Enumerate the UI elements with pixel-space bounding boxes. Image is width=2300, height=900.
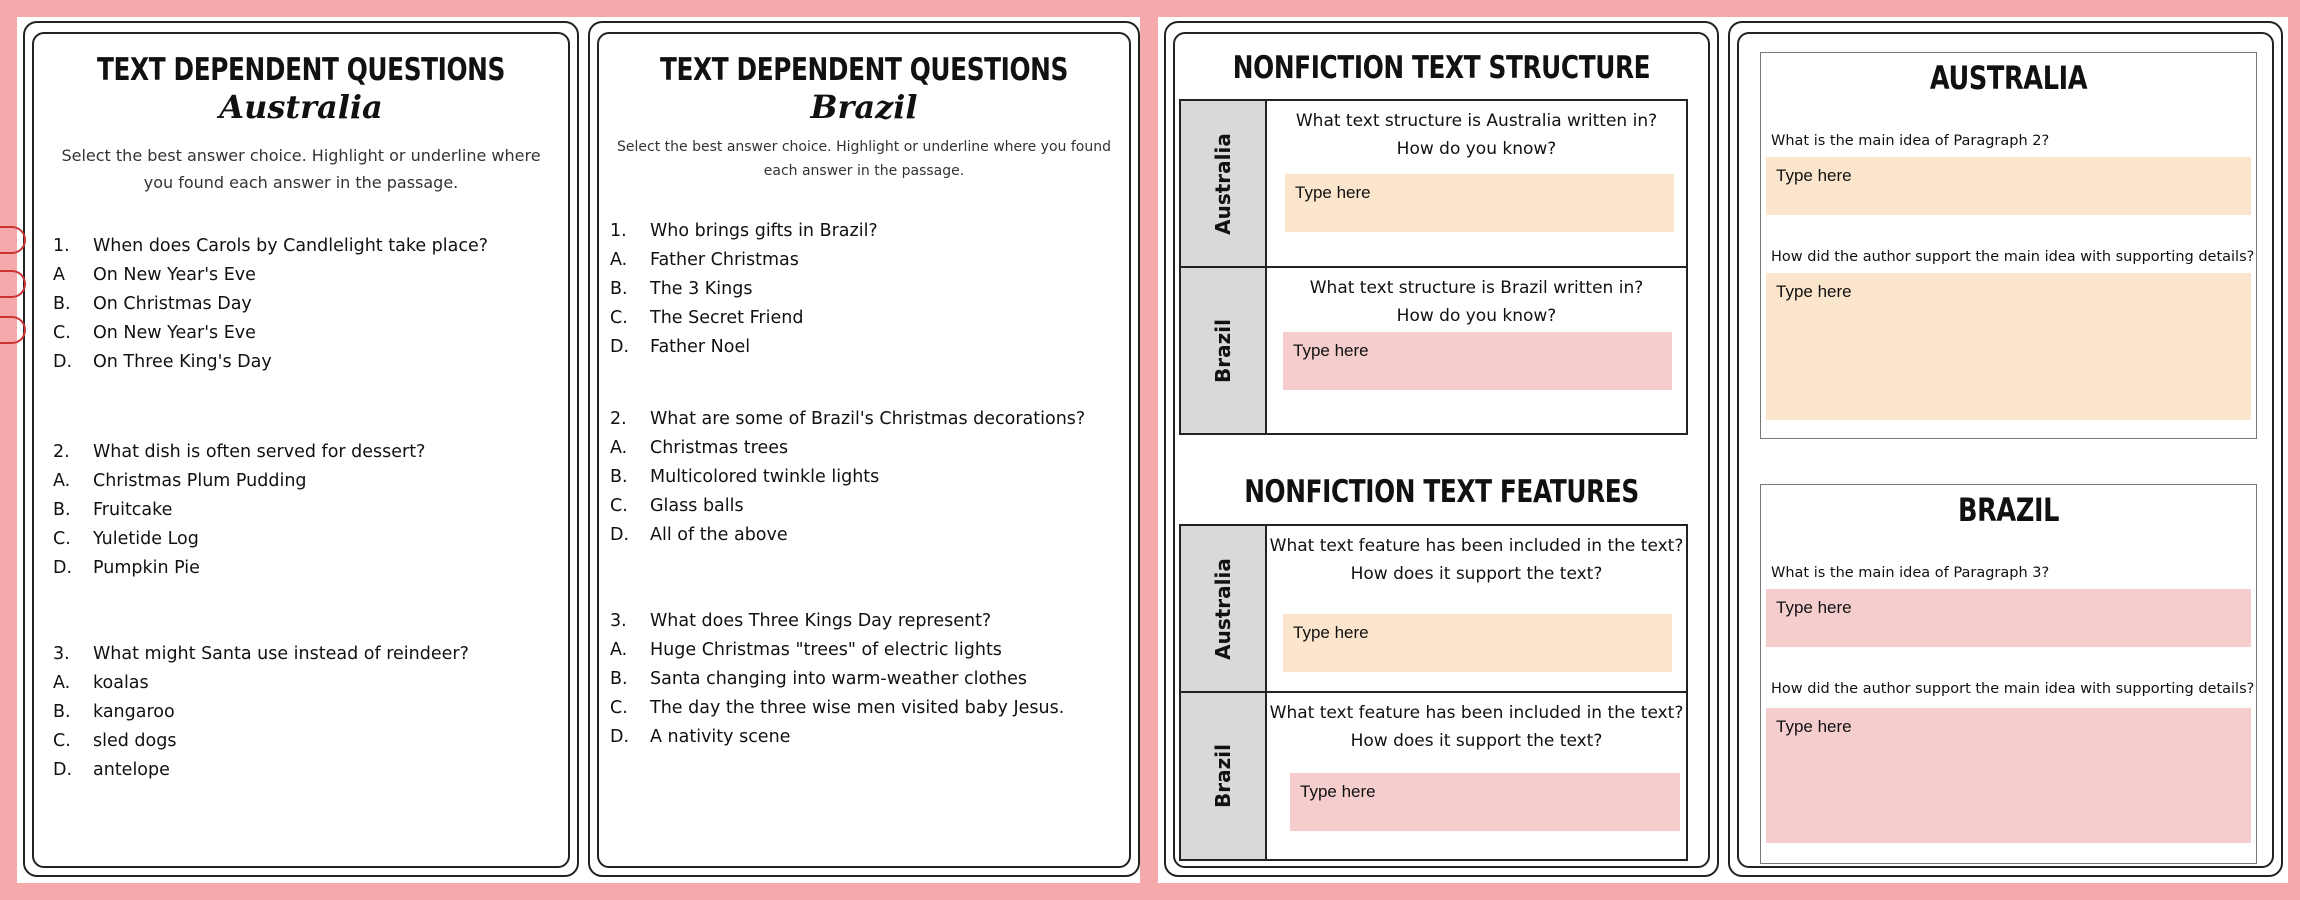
australia-questions-card bbox=[23, 21, 579, 877]
answer-field[interactable]: Type here bbox=[1283, 332, 1672, 390]
brazil-main-idea-panel bbox=[1760, 484, 2257, 864]
tdq-instructions: Select the best answer choice. Highlight or underline where you found each answer in the passage. bbox=[61, 146, 541, 192]
structure-question: What text structure is Brazil written in? How do you know? bbox=[1309, 278, 1644, 326]
structure-cell bbox=[1266, 267, 1687, 434]
answer-option[interactable]: C. The Secret Friend bbox=[610, 307, 804, 328]
answer-option[interactable]: B. kangaroo bbox=[53, 701, 175, 722]
answer-option[interactable]: D. Father Noel bbox=[610, 336, 751, 357]
tdq-heading: TEXT DEPENDENT QUESTIONS bbox=[659, 52, 1069, 88]
answer-field[interactable]: Type here bbox=[1283, 614, 1672, 672]
card-inner-border bbox=[1173, 32, 1710, 868]
supporting-details-question: How did the author support the main idea with supporting details? bbox=[1771, 249, 2255, 265]
question-stem: 1. When does Carols by Candlelight take place? bbox=[53, 235, 489, 256]
answer-option[interactable]: B. The 3 Kings bbox=[610, 278, 753, 299]
question-1 bbox=[34, 231, 568, 376]
australia-main-idea-panel bbox=[1760, 52, 2257, 439]
question-3 bbox=[34, 639, 568, 784]
tdq-subtitle: Australia bbox=[219, 88, 383, 126]
row-label-brazil: Brazil bbox=[1180, 267, 1266, 434]
card-inner-border bbox=[32, 32, 570, 868]
answer-field[interactable]: Type here bbox=[1290, 773, 1680, 831]
row-label-brazil: Brazil bbox=[1180, 692, 1266, 860]
features-question: What text feature has been included in the text? How does it support the text? bbox=[1269, 703, 1684, 751]
answer-option[interactable]: B. Santa changing into warm-weather clothes bbox=[610, 668, 1028, 689]
features-cell bbox=[1266, 692, 1687, 860]
question-stem: 3. What might Santa use instead of reindeer? bbox=[53, 643, 469, 664]
answer-option[interactable]: B. Multicolored twinkle lights bbox=[610, 466, 880, 487]
answer-option[interactable]: A. Huge Christmas "trees" of electric lights bbox=[610, 639, 1002, 660]
structure-cell bbox=[1266, 100, 1687, 267]
features-heading: NONFICTION TEXT FEATURES bbox=[1244, 474, 1639, 510]
left-worksheet-page bbox=[17, 17, 1140, 883]
tdq-instructions: Select the best answer choice. Highlight or underline where you found each answer in the passage. bbox=[617, 139, 1111, 179]
text-features-table bbox=[1179, 524, 1688, 861]
row-label-australia: Australia bbox=[1180, 525, 1266, 692]
panel-heading: BRAZIL bbox=[1957, 491, 2060, 529]
question-stem: 2. What are some of Brazil's Christmas decorations? bbox=[610, 408, 1086, 429]
answer-option[interactable]: C. On New Year's Eve bbox=[53, 322, 256, 343]
structure-heading: NONFICTION TEXT STRUCTURE bbox=[1232, 50, 1651, 86]
main-idea-question: What is the main idea of Paragraph 3? bbox=[1771, 565, 2050, 581]
features-cell bbox=[1266, 525, 1687, 692]
card-inner-border bbox=[1737, 32, 2274, 868]
brazil-questions-card bbox=[588, 21, 1140, 877]
answer-option[interactable]: A. Christmas trees bbox=[610, 437, 789, 458]
question-3 bbox=[599, 606, 1129, 751]
answer-option[interactable]: B. Fruitcake bbox=[53, 499, 173, 520]
answer-option[interactable]: D. A nativity scene bbox=[610, 726, 791, 747]
question-stem: 1. Who brings gifts in Brazil? bbox=[610, 220, 878, 241]
structure-features-card bbox=[1164, 21, 1719, 877]
panel-heading: AUSTRALIA bbox=[1929, 59, 2088, 97]
answer-option[interactable]: A. koalas bbox=[53, 672, 149, 693]
answer-option[interactable]: D. antelope bbox=[53, 759, 170, 780]
answer-field[interactable]: Type here bbox=[1766, 273, 2251, 420]
question-2 bbox=[34, 437, 568, 582]
answer-field[interactable]: Type here bbox=[1285, 174, 1674, 232]
answer-option[interactable]: C. Yuletide Log bbox=[53, 528, 199, 549]
tdq-subtitle: Brazil bbox=[810, 88, 918, 126]
answer-option[interactable]: C. sled dogs bbox=[53, 730, 177, 751]
question-2 bbox=[599, 404, 1129, 549]
question-1 bbox=[599, 216, 1129, 361]
main-idea-card bbox=[1728, 21, 2283, 877]
answer-option[interactable]: D. On Three King's Day bbox=[53, 351, 272, 372]
answer-option[interactable]: D. All of the above bbox=[610, 524, 788, 545]
answer-option[interactable]: C. Glass balls bbox=[610, 495, 744, 516]
question-stem: 3. What does Three Kings Day represent? bbox=[610, 610, 992, 631]
answer-option[interactable]: A. Father Christmas bbox=[610, 249, 799, 270]
answer-field[interactable]: Type here bbox=[1766, 589, 2251, 647]
main-idea-question: What is the main idea of Paragraph 2? bbox=[1771, 133, 2050, 149]
question-stem: 2. What dish is often served for dessert? bbox=[53, 441, 426, 462]
right-worksheet-page bbox=[1158, 17, 2288, 883]
answer-option[interactable]: A. Christmas Plum Pudding bbox=[53, 470, 307, 491]
text-structure-table bbox=[1179, 99, 1688, 435]
answer-option[interactable]: A On New Year's Eve bbox=[53, 264, 256, 285]
card-inner-border bbox=[597, 32, 1131, 868]
answer-field[interactable]: Type here bbox=[1766, 157, 2251, 215]
answer-option[interactable]: C. The day the three wise men visited baby Jesus. bbox=[610, 697, 1065, 718]
features-question: What text feature has been included in the text? How does it support the text? bbox=[1269, 536, 1684, 584]
row-label-australia: Australia bbox=[1180, 100, 1266, 267]
answer-option[interactable]: D. Pumpkin Pie bbox=[53, 557, 200, 578]
supporting-details-question: How did the author support the main idea with supporting details? bbox=[1771, 681, 2255, 697]
tdq-heading: TEXT DEPENDENT QUESTIONS bbox=[96, 52, 506, 88]
structure-question: What text structure is Australia written in? How do you know? bbox=[1295, 111, 1658, 159]
answer-option[interactable]: B. On Christmas Day bbox=[53, 293, 252, 314]
answer-field[interactable]: Type here bbox=[1766, 708, 2251, 843]
